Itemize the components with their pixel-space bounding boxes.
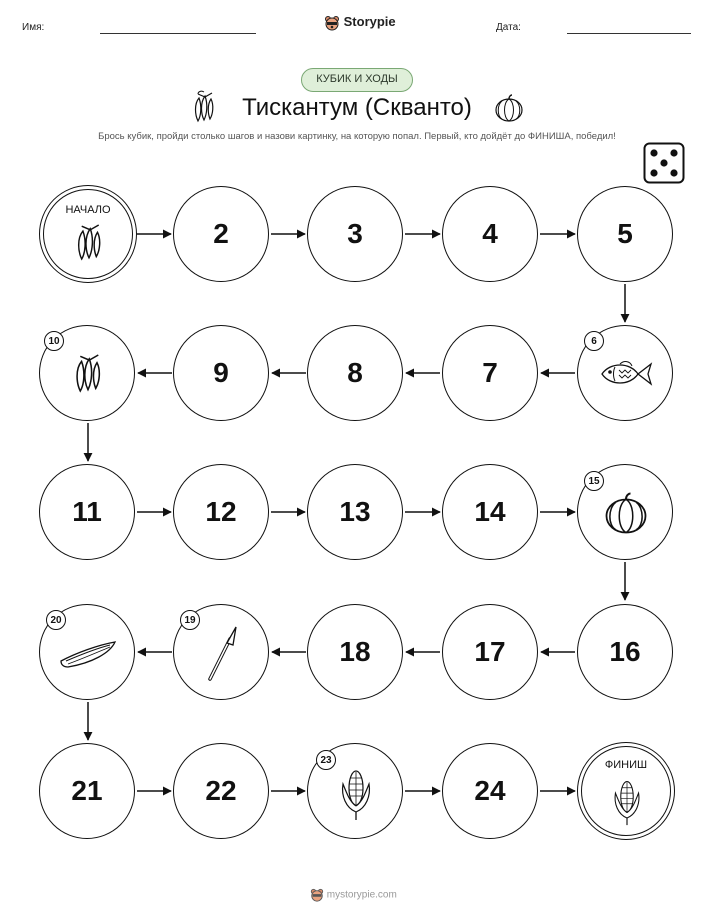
- cell-badge-6: 6: [584, 331, 604, 351]
- cell-number: 9: [213, 357, 229, 388]
- board-cell-13: [307, 464, 403, 560]
- cell-badge-19: 19: [180, 610, 200, 630]
- cell-number: 7: [482, 357, 498, 388]
- pumpkin-icon: [602, 489, 650, 537]
- page-title: Тискантум (Скванто): [242, 94, 472, 121]
- beans-icon: [72, 220, 106, 264]
- footer-site[interactable]: mystorypie.com: [326, 889, 397, 901]
- board-cell-4: [442, 186, 538, 282]
- board-cell-2: [173, 186, 269, 282]
- cell-number: 11: [72, 496, 102, 527]
- cell-badge-23: 23: [316, 750, 336, 770]
- board-cell-8: [307, 325, 403, 421]
- board-cell-5: [577, 186, 673, 282]
- footer: [310, 888, 397, 902]
- instructions: Брось кубик, пройди столько шагов и назови картинку, на которую попал. Первый, кто дойдёт до ФИНИША, победил!: [98, 131, 616, 142]
- cell-badge-15: 15: [584, 471, 604, 491]
- board-cell-24: [442, 743, 538, 839]
- board-cell-16: [577, 604, 673, 700]
- logo-text: Storypie: [343, 14, 396, 29]
- board-cell-3: [307, 186, 403, 282]
- corn-icon: [611, 777, 643, 827]
- name-label: Имя:: [22, 22, 45, 33]
- spear-icon: [204, 625, 240, 683]
- cell-number: 12: [205, 496, 237, 527]
- cell-badge-10: 10: [44, 331, 64, 351]
- date-label: Дата:: [496, 22, 521, 33]
- board-cell-17: [442, 604, 538, 700]
- category-tag: КУБИК И ХОДЫ: [301, 68, 413, 92]
- corn-icon: [338, 766, 374, 822]
- cell-number: 4: [482, 218, 498, 249]
- cell-badge-20: 20: [46, 610, 66, 630]
- board-cell-7: [442, 325, 538, 421]
- fish-icon: [598, 358, 654, 390]
- beans-icon: [70, 350, 106, 396]
- board-cell-11: [39, 464, 135, 560]
- cell-number: 2: [213, 218, 229, 249]
- cell-number: 24: [474, 775, 506, 806]
- start-label: НАЧАЛО: [65, 204, 111, 216]
- board-cell-21: [39, 743, 135, 839]
- finish-label: ФИНИШ: [604, 759, 648, 771]
- board-cell-22: [173, 743, 269, 839]
- canoe-icon: [58, 637, 118, 673]
- cell-number: 5: [617, 218, 633, 249]
- board-cell-9: [173, 325, 269, 421]
- bear-logo-icon: [310, 888, 324, 902]
- board-cell-finish: [577, 742, 675, 840]
- cell-number: 8: [347, 357, 363, 388]
- cell-number: 13: [339, 496, 371, 527]
- cell-number: 21: [71, 775, 103, 806]
- cell-number: 17: [474, 636, 506, 667]
- cell-number: 3: [347, 218, 363, 249]
- board-cell-18: [307, 604, 403, 700]
- board-cell-12: [173, 464, 269, 560]
- board-cell-14: [442, 464, 538, 560]
- cell-number: 14: [474, 496, 506, 527]
- cell-number: 18: [339, 636, 371, 667]
- cell-number: 16: [609, 636, 641, 667]
- board-cell-start: [39, 185, 137, 283]
- cell-number: 22: [205, 775, 237, 806]
